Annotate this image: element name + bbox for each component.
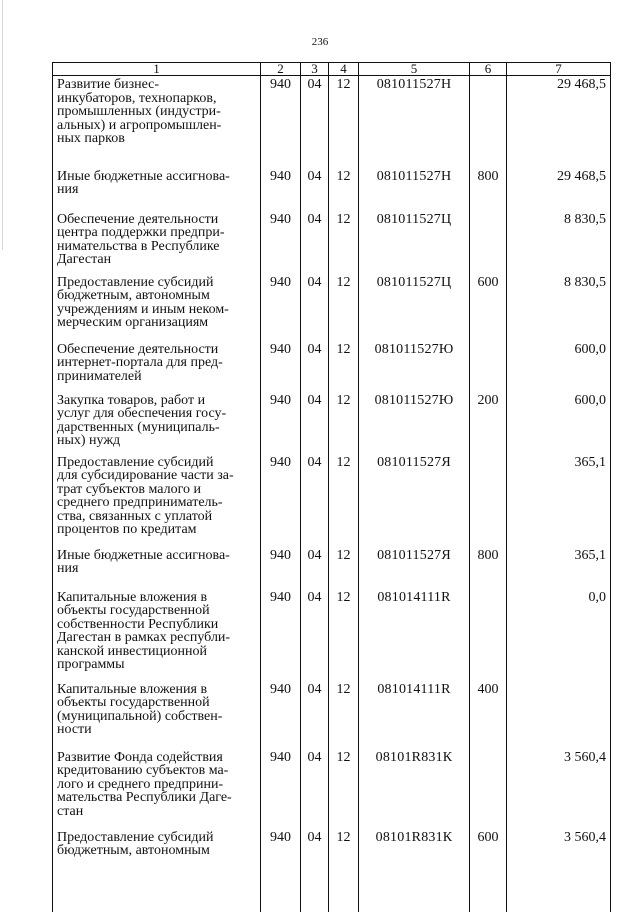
table-row (53, 211, 611, 274)
header-cell: 5 (359, 63, 470, 76)
row-col3: 04 (301, 274, 329, 341)
header-cell: 7 (507, 63, 611, 76)
row-amount: 600,0 (507, 392, 611, 454)
row-amount: 3 560,4 (507, 749, 611, 829)
table-row (53, 749, 611, 829)
row-col6 (470, 454, 507, 547)
row-name: Предоставление субсидий бюджетным, автономным (53, 829, 261, 869)
row-code: 081014111R (359, 681, 470, 749)
row-code: 08101R831К (359, 829, 470, 869)
row-col4: 12 (329, 274, 359, 341)
row-name: Иные бюджетные ассигнова- ния (53, 168, 261, 211)
row-amount: 29 468,5 (507, 168, 611, 211)
row-amount (507, 681, 611, 749)
row-col4: 12 (329, 341, 359, 392)
table-row (53, 454, 611, 547)
row-col3: 04 (301, 168, 329, 211)
row-col3: 04 (301, 829, 329, 869)
row-col6: 800 (470, 547, 507, 589)
row-col4: 12 (329, 211, 359, 274)
row-code: 081011527Н (359, 168, 470, 211)
row-name: Обеспечение деятельности центра поддержки предпри- нимательства в Республике Дагестан (53, 211, 261, 274)
table-row (53, 341, 611, 392)
table-row (53, 829, 611, 869)
table-filler-row (53, 869, 611, 912)
row-amount: 365,1 (507, 547, 611, 589)
row-col2: 940 (261, 829, 301, 869)
row-code: 081014111R (359, 589, 470, 681)
row-col6 (470, 76, 507, 168)
row-col3: 04 (301, 454, 329, 547)
header-cell: 6 (470, 63, 507, 76)
row-col6 (470, 341, 507, 392)
row-col3: 04 (301, 392, 329, 454)
row-col6: 800 (470, 168, 507, 211)
row-col6 (470, 749, 507, 829)
row-code: 081011527Ц (359, 274, 470, 341)
page-number: 236 (0, 36, 640, 48)
filler-cell (359, 869, 470, 912)
row-col3: 04 (301, 681, 329, 749)
row-col2: 940 (261, 76, 301, 168)
row-col3: 04 (301, 341, 329, 392)
row-col4: 12 (329, 454, 359, 547)
table-body (53, 76, 611, 912)
row-col4: 12 (329, 829, 359, 869)
row-code: 081011527Н (359, 76, 470, 168)
row-col4: 12 (329, 547, 359, 589)
row-col6: 400 (470, 681, 507, 749)
filler-cell (261, 869, 301, 912)
row-code: 08101R831К (359, 749, 470, 829)
row-col4: 12 (329, 76, 359, 168)
row-col3: 04 (301, 547, 329, 589)
table-row (53, 589, 611, 681)
row-name: Предоставление субсидий для субсидирование части за- трат субъектов малого и среднего предприниматель- ства, связанных с уплатой процентов по кредитам (53, 454, 261, 547)
filler-cell (470, 869, 507, 912)
row-col3: 04 (301, 749, 329, 829)
row-name: Развитие бизнес- инкубаторов, технопарков, промышленных (индустри- альных) и агропромышлен- ных парков (53, 76, 261, 168)
row-col2: 940 (261, 454, 301, 547)
budget-table (52, 62, 611, 912)
row-name: Закупка товаров, работ и услуг для обеспечения госу- дарственных (муниципаль- ных) нужд (53, 392, 261, 454)
table-row (53, 168, 611, 211)
row-col2: 940 (261, 392, 301, 454)
row-amount: 365,1 (507, 454, 611, 547)
row-col2: 940 (261, 589, 301, 681)
row-col2: 940 (261, 211, 301, 274)
row-name: Развитие Фонда содействия кредитованию субъектов ма- лого и среднего предприни- мательства Республики Даге- стан (53, 749, 261, 829)
row-code: 081011527Ц (359, 211, 470, 274)
row-col4: 12 (329, 749, 359, 829)
row-amount: 8 830,5 (507, 211, 611, 274)
filler-cell (507, 869, 611, 912)
header-cell: 2 (261, 63, 301, 76)
row-name: Иные бюджетные ассигнова- ния (53, 547, 261, 589)
row-amount: 3 560,4 (507, 829, 611, 869)
row-name: Капитальные вложения в объекты государственной (муниципальной) собствен- ности (53, 681, 261, 749)
row-col3: 04 (301, 211, 329, 274)
header-cell: 1 (53, 63, 261, 76)
row-col6: 600 (470, 829, 507, 869)
row-col6: 600 (470, 274, 507, 341)
row-col4: 12 (329, 392, 359, 454)
row-col4: 12 (329, 589, 359, 681)
table-row (53, 681, 611, 749)
row-col2: 940 (261, 681, 301, 749)
row-col3: 04 (301, 589, 329, 681)
row-amount: 600,0 (507, 341, 611, 392)
row-code: 081011527Я (359, 454, 470, 547)
row-amount: 0,0 (507, 589, 611, 681)
header-row (53, 63, 611, 76)
row-col4: 12 (329, 168, 359, 211)
row-name: Капитальные вложения в объекты государственной собственности Республики Дагестан в рамках республи- канской инвестиционной программы (53, 589, 261, 681)
table-row (53, 392, 611, 454)
row-code: 081011527Ю (359, 392, 470, 454)
header-cell: 3 (301, 63, 329, 76)
row-col2: 940 (261, 547, 301, 589)
row-col6: 200 (470, 392, 507, 454)
row-col2: 940 (261, 341, 301, 392)
table-row (53, 274, 611, 341)
row-name: Обеспечение деятельности интернет-портала для пред- принимателей (53, 341, 261, 392)
row-code: 081011527Я (359, 547, 470, 589)
filler-cell (53, 869, 261, 912)
row-amount: 29 468,5 (507, 76, 611, 168)
row-code: 081011527Ю (359, 341, 470, 392)
row-col6 (470, 589, 507, 681)
row-col2: 940 (261, 168, 301, 211)
table-row (53, 547, 611, 589)
header-cell: 4 (329, 63, 359, 76)
row-amount: 8 830,5 (507, 274, 611, 341)
row-name: Предоставление субсидий бюджетным, автономным учреждениям и иным неком- мерческим организациям (53, 274, 261, 341)
table-row (53, 76, 611, 168)
filler-cell (329, 869, 359, 912)
row-col2: 940 (261, 749, 301, 829)
filler-cell (301, 869, 329, 912)
row-col3: 04 (301, 76, 329, 168)
row-col2: 940 (261, 274, 301, 341)
row-col6 (470, 211, 507, 274)
row-col4: 12 (329, 681, 359, 749)
